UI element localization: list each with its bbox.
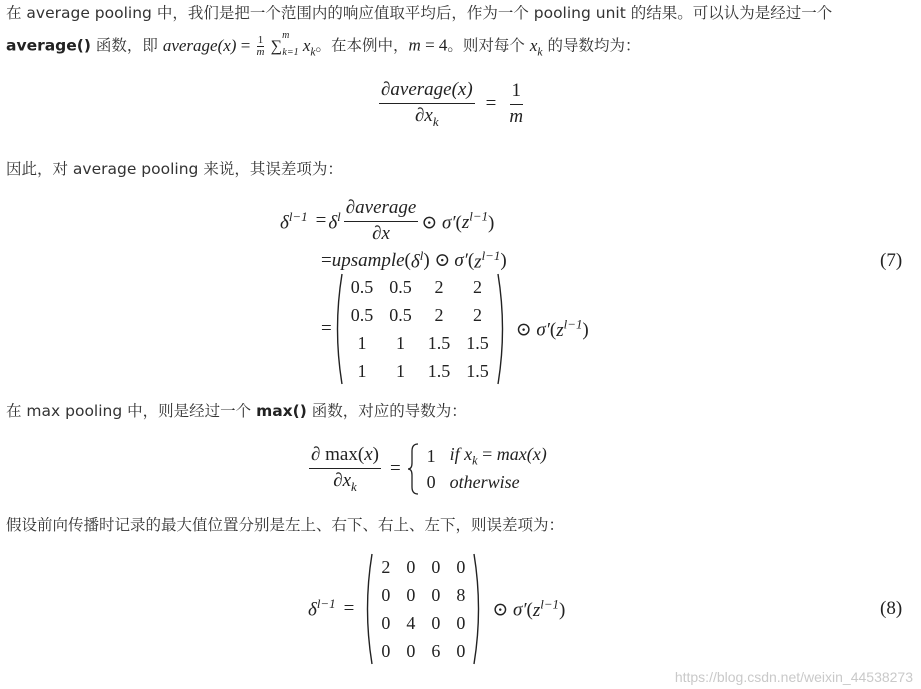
matrix-cell: 0 [381, 584, 391, 605]
matrix-row [343, 329, 497, 357]
paragraph-max-positions [6, 512, 564, 539]
text: 在 average pooling 中，我们是把一个范围内的响应值取平均后，作为一个 pooling unit 的结果。可以认为是经过一个 [6, 4, 833, 22]
matrix-cell: 1.5 [427, 360, 451, 381]
case-otherwise: otherwise [449, 472, 520, 493]
matrix-row [343, 301, 497, 329]
text: 函数，对应的导数为： [306, 402, 467, 420]
matrix-row [343, 273, 497, 301]
matrix-cell: 0.5 [350, 304, 374, 325]
matrix-row [373, 553, 473, 581]
function-name-average: average() [6, 36, 91, 55]
text: 假设前向传播时记录的最大值位置分别是左上、右下、右上、左下，则误差项为： [6, 516, 565, 534]
matrix-cell: 0.5 [389, 304, 412, 325]
paragraph-average-pooling-line2 [6, 28, 640, 66]
matrix-cell: 0 [406, 640, 416, 661]
matrix-cell: 0 [381, 640, 391, 661]
matrix-upsample [332, 273, 508, 385]
equation8: $\delta^{l-1}$ = 2 0 0 0 0 0 0 8 0 4 0 0 0 0 6 0 ⊙ $\sigma'(z^{l-1})$ [308, 553, 565, 665]
matrix-cell: 4 [406, 612, 416, 633]
matrix-cell: 0 [381, 612, 391, 633]
matrix-cell: 0 [431, 584, 441, 605]
paragraph-max-pooling [6, 398, 467, 425]
text: 在 max pooling 中，则是经过一个 [6, 402, 257, 420]
matrix-cell: 1 [357, 332, 367, 353]
matrix-cell: 0 [456, 640, 466, 661]
watermark: https://blog.csdn.net/weixin_44538273 [674, 669, 913, 685]
matrix-row [373, 609, 473, 637]
matrix-cell: 8 [456, 584, 466, 605]
matrix-cell: 0.5 [389, 276, 412, 297]
case-zero: 0 [426, 472, 436, 493]
paragraph-average-pooling-line1 [6, 0, 832, 27]
matrix-cell: 2 [472, 304, 482, 325]
matrix-cell: 2 [472, 276, 482, 297]
equation7-line3: = 0.5 0.5 2 2 0.5 0.5 2 2 1 1 1.5 1.5 1 1 1.5 1.5 ⊙ $\sigma'(z^{l-1})$ [321, 273, 589, 385]
matrix-cell: 1 [395, 360, 405, 381]
text: 。在本例中， [315, 36, 409, 55]
matrix-cell: 1.5 [466, 332, 489, 353]
matrix-cell: 6 [431, 640, 441, 661]
paragraph-average-error [6, 156, 343, 183]
matrix-row [373, 637, 473, 665]
matrix-cell: 0 [456, 556, 466, 577]
matrix-cell: 1 [395, 332, 405, 353]
matrix-cell: 0.5 [350, 276, 374, 297]
matrix-cell: 2 [434, 276, 444, 297]
matrix-cell: 0 [406, 584, 416, 605]
matrix-row [343, 357, 497, 385]
equation-average-derivative: $\frac{\text{∂average(x)}}{\partial x_k}$ = $\frac{1}{m}$ [381, 79, 524, 129]
matrix-row [373, 581, 473, 609]
text: 。则对每个 [447, 36, 530, 55]
equation7-line2: = upsample ( $\delta^l$ ) ⊙ σ′ ( $z^{l-1}$ ) [321, 248, 507, 273]
case-one: 1 [426, 445, 436, 466]
equation-number-7: (7) [880, 250, 903, 271]
matrix-cell: 0 [456, 612, 466, 633]
text: 函数，即 [90, 36, 163, 55]
inline-formula-m: m = 4 [408, 35, 448, 55]
inline-formula-average: average(x) = $\frac{1}{m}$ ∑$^m_{k=1}$ $x_k$ [162, 30, 316, 59]
inline-formula-xk: $x_k$ [529, 35, 543, 59]
text: 因此，对 average pooling 来说，其误差项为： [6, 160, 343, 178]
equation7-line1: $\delta^{l-1}$ = $\delta^l$ $\frac{\text{∂average}}{\partial x}$ ⊙ $\sigma'(z^{l-1})$ [280, 197, 495, 244]
matrix-cell: 0 [406, 556, 416, 577]
text: 的导数均为： [542, 36, 641, 55]
matrix-cell: 1.5 [466, 360, 489, 381]
matrix-cell: 0 [431, 612, 441, 633]
matrix-cell: 1.5 [427, 332, 451, 353]
equation-max-derivative: $\frac{\partial \max(x)}{\partial x_k}$ = 1 if $x_k = \max(x)$ 0 otherwise [306, 442, 555, 497]
equation-number-8: (8) [880, 598, 903, 619]
matrix-cell: 2 [381, 556, 391, 577]
function-name-max: max() [256, 402, 307, 420]
matrix-cell: 0 [431, 556, 441, 577]
matrix-cell: 2 [434, 304, 444, 325]
matrix-cell: 1 [357, 360, 367, 381]
matrix-max-positions [362, 553, 484, 665]
